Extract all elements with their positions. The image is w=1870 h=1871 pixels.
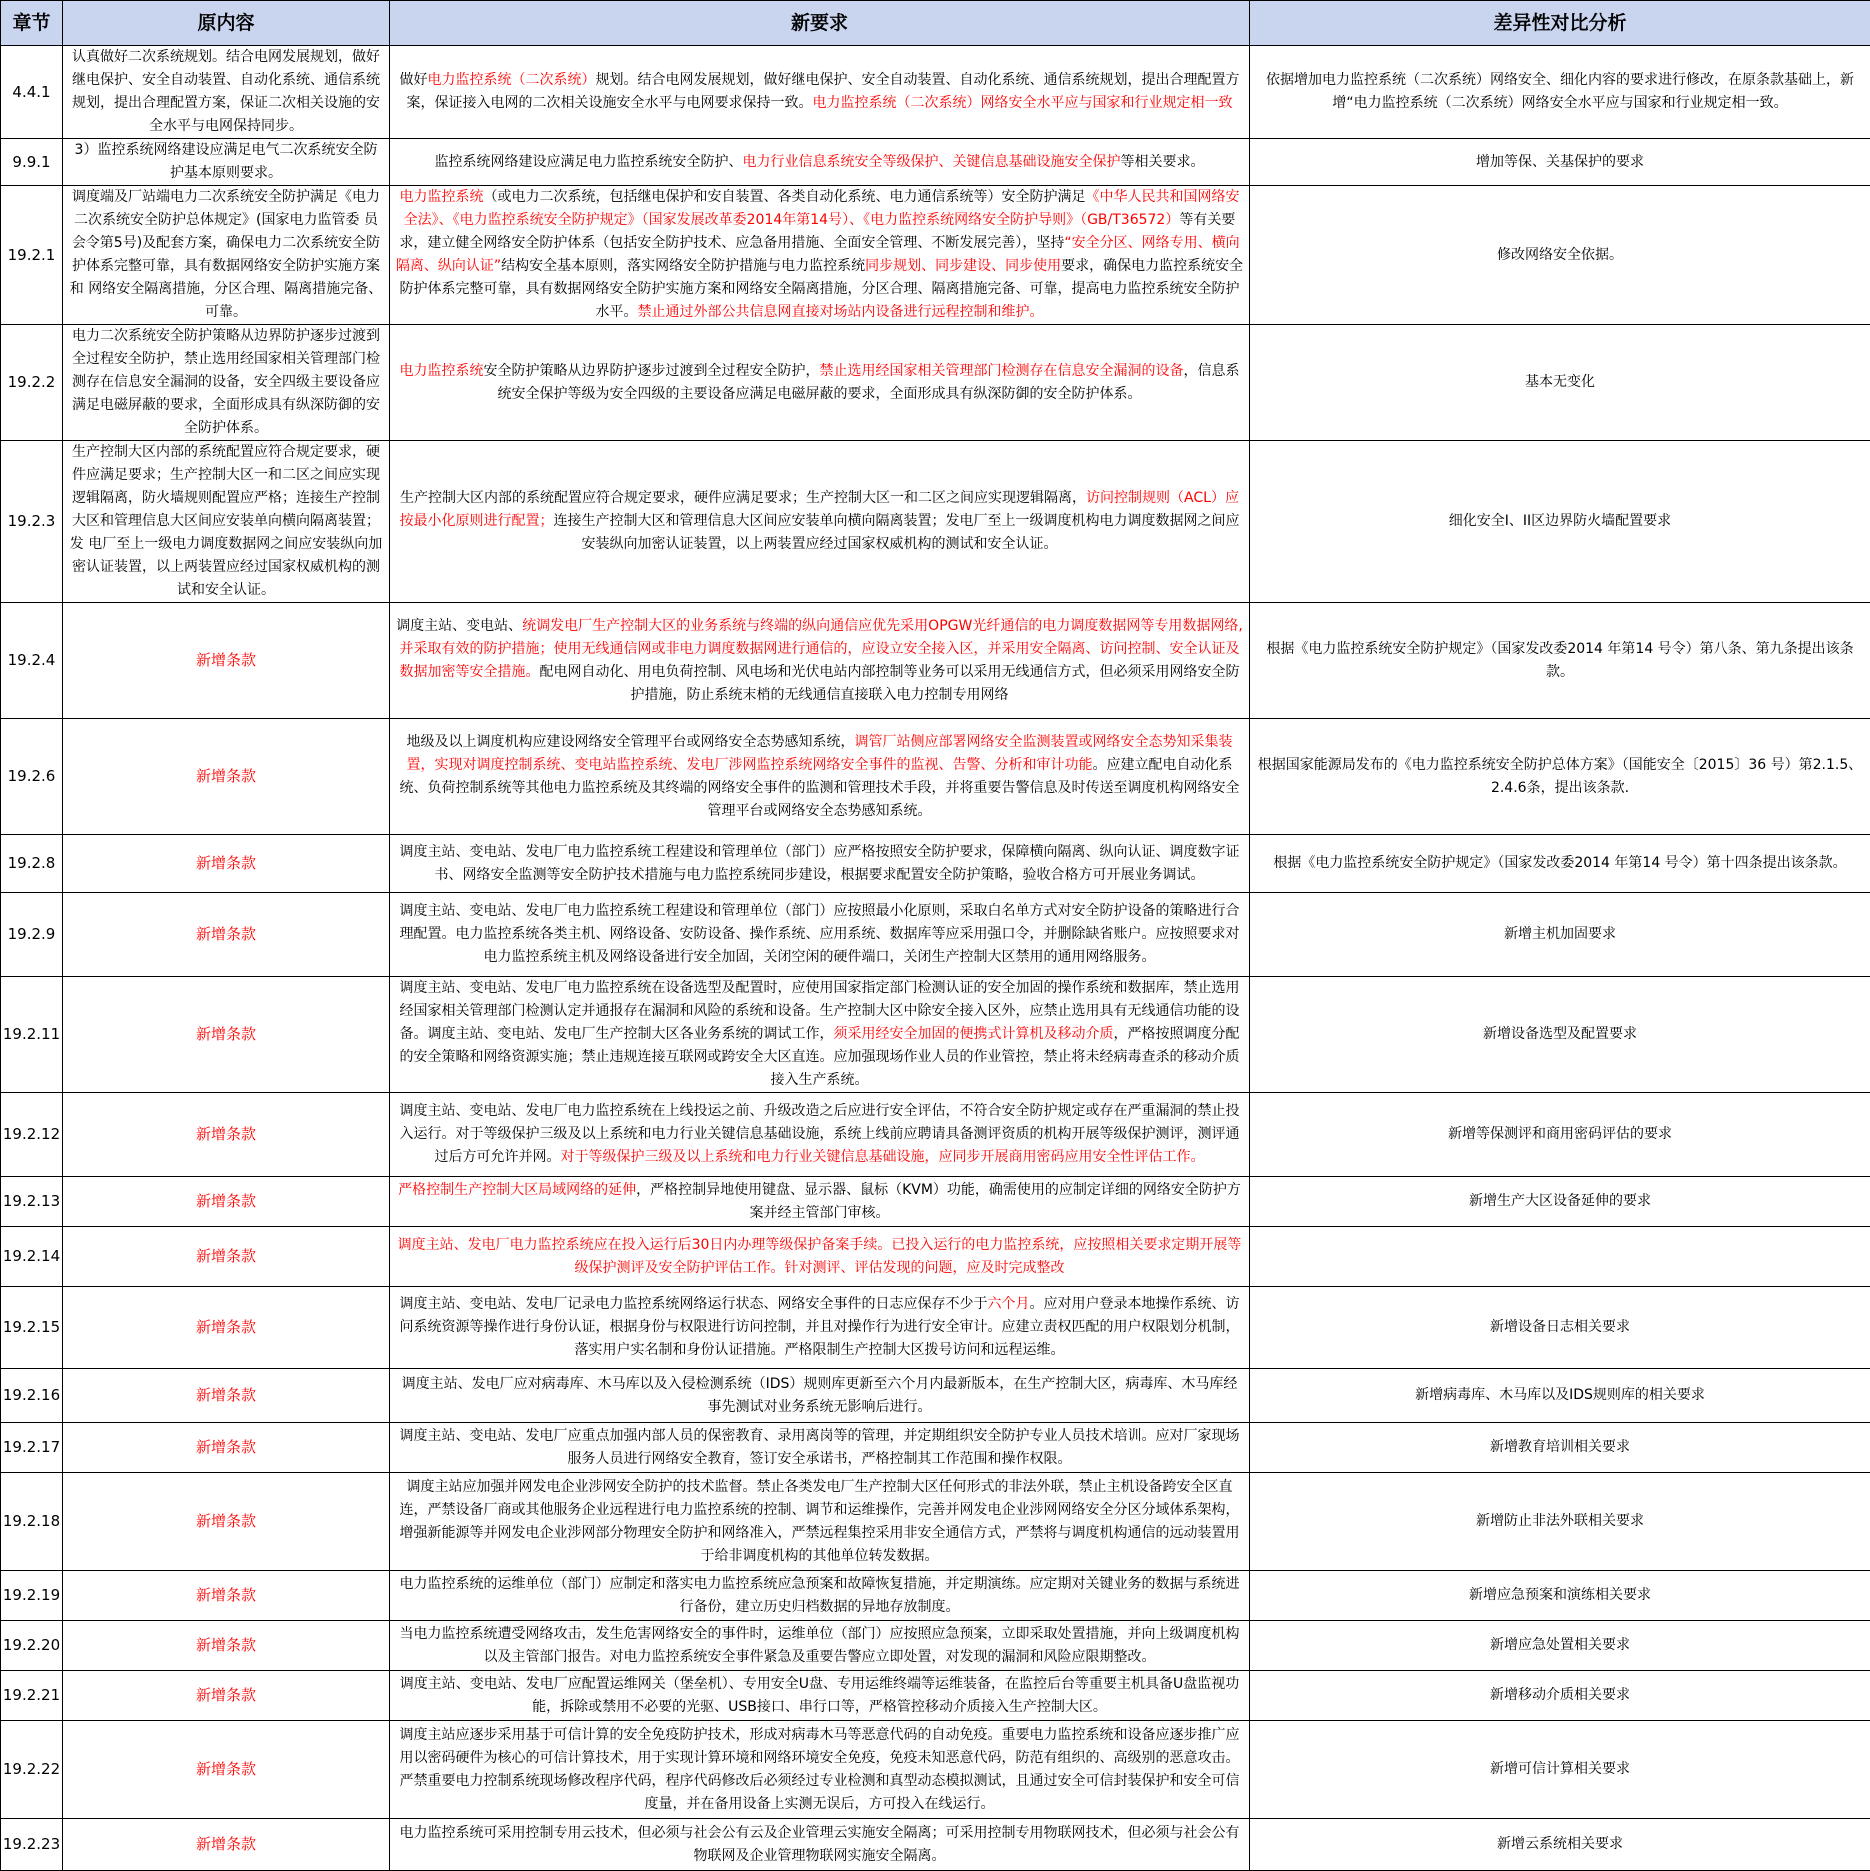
original-content-cell: 新增条款 bbox=[63, 1287, 390, 1369]
new-requirement-cell bbox=[390, 1423, 1250, 1473]
original-content-cell: 新增条款 bbox=[63, 1093, 390, 1177]
new-requirement-cell bbox=[390, 603, 1250, 719]
chapter-cell: 19.2.4 bbox=[1, 603, 63, 719]
requirement-text: ，严格按照调度分配的安全策略和网络资源实施；禁止违规连接互联网或跨安全大区直连。应加强现场作业人员的作业管控，禁止将未经病毒查杀的移动介质接入生产系统。 bbox=[400, 1026, 1240, 1088]
analysis-cell: 依据增加电力监控系统（二次系统）网络安全、细化内容的要求进行修改，在原条款基础上，新增“电力监控系统（二次系统）网络安全水平应与国家和行业规定相一致。 bbox=[1250, 46, 1870, 139]
analysis-cell: 新增应急预案和演练相关要求 bbox=[1250, 1571, 1870, 1621]
new-requirement-cell bbox=[390, 1227, 1250, 1287]
analysis-cell: 修改网络安全依据。 bbox=[1250, 186, 1870, 325]
new-requirement-cell bbox=[390, 1671, 1250, 1721]
original-content-cell: 调度端及厂站端电力二次系统安全防护满足《电力二次系统安全防护总体规定》(国家电力监管委 员会令第5号)及配套方案，确保电力二次系统安全防护体系完整可靠，具有数据网络安全防护实施方案和 网络安全隔离措施，分区合理、隔离措施完备、可靠。 bbox=[63, 186, 390, 325]
original-content-cell: 新增条款 bbox=[63, 1721, 390, 1819]
requirement-text: （或电力二次系统，包括继电保护和安自装置、各类自动化系统、电力通信系统等）安全防护满足 bbox=[484, 189, 1086, 205]
original-content-cell: 3）监控系统网络建设应满足电气二次系统安全防护基本原则要求。 bbox=[63, 139, 390, 186]
chapter-cell: 19.2.18 bbox=[1, 1473, 63, 1571]
chapter-cell: 19.2.6 bbox=[1, 719, 63, 835]
new-requirement-cell bbox=[390, 1621, 1250, 1671]
requirement-text: 调度主站、变电站、发电厂应重点加强内部人员的保密教育、录用离岗等的管理，并定期组织安全防护专业人员技术培训。应对厂家现场服务人员进行网络安全教育，签订安全承诺书，严格控制其工作范围和操作权限。 bbox=[400, 1428, 1240, 1467]
new-requirement-cell bbox=[390, 1819, 1250, 1871]
analysis-cell: 增加等保、关基保护的要求 bbox=[1250, 139, 1870, 186]
highlighted-text: 同步规划、同步建设、同步使用 bbox=[865, 258, 1061, 274]
highlighted-text: 调管厂站侧应部署网络安全监测装置或网络安全态势知采集装置，实现对调度控制系统、变电站监控系统、发电厂涉网监控系统网络安全事件的监视、告警、分析和审计功能 bbox=[407, 734, 1233, 773]
highlighted-text: 调度主站、发电厂电力监控系统应在投入运行后30日内办理等级保护备案手续。已投入运行的电力监控系统，应按照相关要求定期开展等级保护测评及安全防护评估工作。针对测评、评估发现的问题，应及时完成整改 bbox=[398, 1237, 1242, 1276]
analysis-cell: 新增移动介质相关要求 bbox=[1250, 1671, 1870, 1721]
analysis-cell: 新增教育培训相关要求 bbox=[1250, 1423, 1870, 1473]
requirement-text: 电力监控系统的运维单位（部门）应制定和落实电力监控系统应急预案和故障恢复措施，并定期演练。应定期对关键业务的数据与系统进行备份，建立历史归档数据的异地存放制度。 bbox=[400, 1576, 1240, 1615]
analysis-cell: 细化安全I、II区边界防火墙配置要求 bbox=[1250, 441, 1870, 603]
original-content-cell: 新增条款 bbox=[63, 977, 390, 1093]
highlighted-text: 须采用经安全加固的便携式计算机及移动介质 bbox=[834, 1026, 1114, 1042]
chapter-cell: 19.2.1 bbox=[1, 186, 63, 325]
table-row bbox=[1, 441, 1870, 603]
chapter-cell: 19.2.21 bbox=[1, 1671, 63, 1721]
chapter-cell: 19.2.19 bbox=[1, 1571, 63, 1621]
requirement-text: 。应对用户登录本地操作系统、访问系统资源等操作进行身份认证，根据身份与权限进行访问控制，并且对操作行为进行安全审计。应建立责权匹配的用户权限划分机制，落实用户实名制和身份认证措施。严格限制生产控制大区拨号访问和远程运维。 bbox=[400, 1296, 1240, 1358]
requirement-text: 调度主站、变电站、发电厂电力监控系统在设备选型及配置时，应使用国家指定部门检测认证的安全加固的操作系统和数据库，禁止选用经国家相关管理部门检测认定并通报存在漏洞和风险的系统和设备。生产控制大区中除安全接入区外，应禁止选用具有无线通信功能的设备。调度主站、变电站、发电厂生产控制大区各业务系统的调试工作， bbox=[400, 980, 1240, 1042]
header-new: 新要求 bbox=[390, 1, 1250, 46]
chapter-cell: 19.2.9 bbox=[1, 893, 63, 977]
header-row bbox=[1, 1, 1870, 46]
requirement-text: 电力监控系统可采用控制专用云技术，但必须与社会公有云及企业管理云实施安全隔离；可采用控制专用物联网技术，但必须与社会公有物联网及企业管理物联网实施安全隔离。 bbox=[400, 1825, 1240, 1864]
requirement-text: 调度主站、发电厂应对病毒库、木马库以及入侵检测系统（IDS）规则库更新至六个月内最新版本，在生产控制大区，病毒库、木马库经事先测试对业务系统无影响后进行。 bbox=[402, 1376, 1238, 1415]
analysis-cell: 新增防止非法外联相关要求 bbox=[1250, 1473, 1870, 1571]
table-row bbox=[1, 1671, 1870, 1721]
original-content-cell: 新增条款 bbox=[63, 1473, 390, 1571]
requirement-text: 等相关要求。 bbox=[1121, 154, 1205, 170]
table-row bbox=[1, 186, 1870, 325]
new-requirement-cell bbox=[390, 139, 1250, 186]
table-row bbox=[1, 835, 1870, 893]
analysis-cell: 新增生产大区设备延伸的要求 bbox=[1250, 1177, 1870, 1227]
highlighted-text: 访问控制规则（ACL）应按最小化原则进行配置； bbox=[400, 490, 1239, 529]
analysis-cell: 根据《电力监控系统安全防护规定》（国家发改委2014 年第14 号令）第八条、第九条提出该条款。 bbox=[1250, 603, 1870, 719]
table-row bbox=[1, 1473, 1870, 1571]
table-row bbox=[1, 1369, 1870, 1423]
analysis-cell: 新增等保测评和商用密码评估的要求 bbox=[1250, 1093, 1870, 1177]
analysis-cell: 新增主机加固要求 bbox=[1250, 893, 1870, 977]
highlighted-text: 电力监控系统（二次系统）网络安全水平应与国家和行业规定相一致 bbox=[813, 95, 1233, 111]
requirement-text: 当电力监控系统遭受网络攻击，发生危害网络安全的事件时，运维单位（部门）应按照应急预案，立即采取处置措施，并向上级调度机构以及主管部门报告。对电力监控系统安全事件紧急及重要告警应立即处置，对发现的漏洞和风险应限期整改。 bbox=[400, 1626, 1240, 1665]
new-requirement-cell bbox=[390, 1177, 1250, 1227]
analysis-cell: 根据《电力监控系统安全防护规定》（国家发改委2014 年第14 号令）第十四条提出该条款。 bbox=[1250, 835, 1870, 893]
requirement-text: 连接生产控制大区和管理信息大区间应安装单向横向隔离装置；发电厂至上一级调度机构电力调度数据网之间应安装纵向加密认证装置，以上两装置应经过国家权威机构的测试和安全认证。 bbox=[554, 513, 1240, 552]
new-requirement-cell bbox=[390, 977, 1250, 1093]
new-requirement-cell bbox=[390, 893, 1250, 977]
new-requirement-cell bbox=[390, 1721, 1250, 1819]
requirement-text: 调度主站、变电站、 bbox=[396, 618, 522, 634]
highlighted-text: 《中华人民共和国网络安全法》、《电力监控系统安全防护规定》（国家发展改革委2014年第14号）、《电力监控系统网络安全防护导则》（GB/T36572） bbox=[404, 189, 1240, 228]
table-row bbox=[1, 325, 1870, 441]
highlighted-text: 禁止通过外部公共信息网直接对场站内设备进行远程控制和维护。 bbox=[638, 304, 1044, 320]
requirement-text: 调度主站、变电站、发电厂电力监控系统工程建设和管理单位（部门）应按照最小化原则，采取白名单方式对安全防护设备的策略进行合理配置。电力监控系统各类主机、网络设备、安防设备、操作系统、应用系统、数据库等应采用强口令，并删除缺省账户。应按照要求对电力监控系统主机及网络设备进行安全加固，关闭空闲的硬件端口，关闭生产控制大区禁用的通用网络服务。 bbox=[400, 903, 1240, 965]
table-row bbox=[1, 1177, 1870, 1227]
new-requirement-cell bbox=[390, 1093, 1250, 1177]
requirement-text: 调度主站、变电站、发电厂电力监控系统工程建设和管理单位（部门）应严格按照安全防护要求，保障横向隔离、纵向认证、调度数字证书、网络安全监测等安全防护技术措施与电力监控系统同步建设，根据要求配置安全防护策略，验收合格方可开展业务调试。 bbox=[400, 844, 1240, 883]
header-original: 原内容 bbox=[63, 1, 390, 46]
original-content-cell: 电力二次系统安全防护策略从边界防护逐步过渡到全过程安全防护，禁止选用经国家相关管理部门检测存在信息安全漏洞的设备，安全四级主要设备应满足电磁屏蔽的要求，全面形成具有纵深防御的安全防护体系。 bbox=[63, 325, 390, 441]
table-row bbox=[1, 977, 1870, 1093]
requirement-text: ，严格控制异地使用键盘、显示器、鼠标（KVM）功能，确需使用的应制定详细的网络安全防护方案并经主管部门审核。 bbox=[636, 1182, 1241, 1221]
chapter-cell: 19.2.20 bbox=[1, 1621, 63, 1671]
highlighted-text: 电力行业信息系统安全等级保护、关键信息基础设施安全保护 bbox=[743, 154, 1121, 170]
requirement-text: 安全防护策略从边界防护逐步过渡到全过程安全防护， bbox=[484, 363, 820, 379]
table-body bbox=[1, 46, 1870, 1871]
analysis-cell: 新增设备日志相关要求 bbox=[1250, 1287, 1870, 1369]
original-content-cell: 新增条款 bbox=[63, 1369, 390, 1423]
chapter-cell: 19.2.11 bbox=[1, 977, 63, 1093]
requirement-text: 生产控制大区内部的系统配置应符合规定要求，硬件应满足要求；生产控制大区一和二区之间应实现逻辑隔离， bbox=[400, 490, 1086, 506]
analysis-cell: 新增设备选型及配置要求 bbox=[1250, 977, 1870, 1093]
chapter-cell: 19.2.17 bbox=[1, 1423, 63, 1473]
original-content-cell: 新增条款 bbox=[63, 1571, 390, 1621]
table-row bbox=[1, 1423, 1870, 1473]
analysis-cell: 基本无变化 bbox=[1250, 325, 1870, 441]
analysis-cell: 新增病毒库、木马库以及IDS规则库的相关要求 bbox=[1250, 1369, 1870, 1423]
requirement-text: 调度主站、变电站、发电厂电力监控系统在上线投运之前、升级改造之后应进行安全评估，不符合安全防护规定或存在严重漏洞的禁止投入运行。对于等级保护三级及以上系统和电力行业关键信息基础设施，系统上线前应聘请具备测评资质的机构开展等级保护测评，测评通过后方可允许并网。 bbox=[400, 1103, 1240, 1165]
chapter-cell: 19.2.15 bbox=[1, 1287, 63, 1369]
table-row bbox=[1, 603, 1870, 719]
highlighted-text: 统调发电厂生产控制大区的业务系统与终端的纵向通信应优先采用OPGW光纤通信的电力调度数据网等专用数据网络,并采取有效的防护措施；使用无线通信网或非电力调度数据网进行通信的，应设立安全接入区，并采用安全隔离、访问控制、安全认证及数据加密等安全措施。 bbox=[400, 618, 1243, 680]
chapter-cell: 19.2.16 bbox=[1, 1369, 63, 1423]
requirement-text: 地级及以上调度机构应建设网络安全管理平台或网络安全态势感知系统， bbox=[407, 734, 855, 750]
analysis-cell bbox=[1250, 1227, 1870, 1287]
highlighted-text: 严格控制生产控制大区局域网络的延伸 bbox=[398, 1182, 636, 1198]
highlighted-text: “安全分区、网络专用、横向隔离、纵向认证” bbox=[396, 235, 1240, 274]
new-requirement-cell bbox=[390, 441, 1250, 603]
chapter-cell: 9.9.1 bbox=[1, 139, 63, 186]
requirement-text: 等有关要求，建立健全网络安全防护体系（包括安全防护技术、应急备用措施、全面安全管理、不断发展完善），坚持 bbox=[399, 212, 1235, 251]
requirement-text: 结构安全基本原则，落实网络安全防护措施与电力监控系统 bbox=[501, 258, 865, 274]
requirement-text: ，信息系统安全保护等级为安全四级的主要设备应满足电磁屏蔽的要求，全面形成具有纵深防御的安全防护体系。 bbox=[498, 363, 1240, 402]
highlighted-text: 电力监控系统 bbox=[400, 363, 484, 379]
original-content-cell: 新增条款 bbox=[63, 1621, 390, 1671]
table-row bbox=[1, 1227, 1870, 1287]
requirement-text: 做好 bbox=[400, 72, 428, 88]
original-content-cell: 新增条款 bbox=[63, 603, 390, 719]
original-content-cell: 新增条款 bbox=[63, 893, 390, 977]
table-row bbox=[1, 139, 1870, 186]
table-row bbox=[1, 719, 1870, 835]
highlighted-text: 禁止选用经国家相关管理部门检测存在信息安全漏洞的设备 bbox=[820, 363, 1184, 379]
requirement-text: 。应建立配电自动化系统、负荷控制系统等其他电力监控系统及其终端的网络安全事件的监测和管理技术手段，并将重要告警信息及时传送至调度机构网络安全管理平台或网络安全态势感知系统。 bbox=[400, 757, 1240, 819]
table-row bbox=[1, 1621, 1870, 1671]
table-row bbox=[1, 1093, 1870, 1177]
original-content-cell: 认真做好二次系统规划。结合电网发展规划，做好继电保护、安全自动装置、自动化系统、通信系统规划，提出合理配置方案，保证二次相关设施的安全水平与电网保持同步。 bbox=[63, 46, 390, 139]
requirement-text: 配电网自动化、用电负荷控制、风电场和光伏电站内部控制等业务可以采用无线通信方式，但必须采用网络安全防护措施，防止系统末梢的无线通信直接联入电力控制专用网络 bbox=[540, 664, 1240, 703]
highlighted-text: 电力监控系统（二次系统） bbox=[428, 72, 596, 88]
analysis-cell: 根据国家能源局发布的《电力监控系统安全防护总体方案》（国能安全〔2015〕36 号）第2.1.5、2.4.6条，提出该条款. bbox=[1250, 719, 1870, 835]
highlighted-text: 六个月 bbox=[988, 1296, 1030, 1312]
highlighted-text: 电力监控系统 bbox=[400, 189, 484, 205]
table-row bbox=[1, 1819, 1870, 1871]
analysis-cell: 新增应急处置相关要求 bbox=[1250, 1621, 1870, 1671]
original-content-cell: 新增条款 bbox=[63, 1671, 390, 1721]
chapter-cell: 19.2.22 bbox=[1, 1721, 63, 1819]
new-requirement-cell bbox=[390, 1473, 1250, 1571]
chapter-cell: 4.4.1 bbox=[1, 46, 63, 139]
table-row bbox=[1, 1287, 1870, 1369]
requirement-text: 调度主站、变电站、发电厂应配置运维网关（堡垒机）、专用安全U盘、专用运维终端等运维装备，在监控后台等重要主机具备U盘监视功能，拆除或禁用不必要的光驱、USB接口、串行口等，严格管控移动介质接入生产控制大区。 bbox=[400, 1676, 1240, 1715]
requirement-text: 调度主站应加强并网发电企业涉网安全防护的技术监督。禁止各类发电厂生产控制大区任何形式的非法外联，禁止主机设备跨安全区直连，严禁设备厂商或其他服务企业远程进行电力监控系统的控制、调节和运维操作，完善并网发电企业涉网网络安全分区分域体系架构，增强新能源等并网发电企业涉网部分物理安全防护和网络准入，严禁远程集控采用非安全通信方式，严禁将与调度机构通信的远动装置用于给非调度机构的其他单位转发数据。 bbox=[400, 1479, 1240, 1564]
chapter-cell: 19.2.8 bbox=[1, 835, 63, 893]
table-row bbox=[1, 1571, 1870, 1621]
original-content-cell: 新增条款 bbox=[63, 719, 390, 835]
new-requirement-cell bbox=[390, 1287, 1250, 1369]
requirement-text: 规划。结合电网发展规划，做好继电保护、安全自动装置、自动化系统、通信系统规划，提出合理配置方案，保证接入电网的二次相关设施安全水平与电网要求保持一致。 bbox=[407, 72, 1240, 111]
table-row bbox=[1, 46, 1870, 139]
chapter-cell: 19.2.3 bbox=[1, 441, 63, 603]
chapter-cell: 19.2.2 bbox=[1, 325, 63, 441]
chapter-cell: 19.2.23 bbox=[1, 1819, 63, 1871]
new-requirement-cell bbox=[390, 1369, 1250, 1423]
chapter-cell: 19.2.13 bbox=[1, 1177, 63, 1227]
new-requirement-cell bbox=[390, 186, 1250, 325]
original-content-cell: 新增条款 bbox=[63, 1819, 390, 1871]
original-content-cell: 生产控制大区内部的系统配置应符合规定要求，硬件应满足要求；生产控制大区一和二区之间应实现逻辑隔离，防火墙规则配置应严格；连接生产控制大区和管理信息大区间应安装单向横向隔离装置；发 电厂至上一级电力调度数据网之间应安装纵向加密认证装置，以上两装置应经过国家权威机构的测试和安全认证。 bbox=[63, 441, 390, 603]
header-analysis: 差异性对比分析 bbox=[1250, 1, 1870, 46]
header-chapter: 章节 bbox=[1, 1, 63, 46]
original-content-cell: 新增条款 bbox=[63, 1177, 390, 1227]
new-requirement-cell bbox=[390, 46, 1250, 139]
requirement-text: 要求，确保电力监控系统安全防护体系完整可靠，具有数据网络安全防护实施方案和网络安全隔离措施，分区合理、隔离措施完备、可靠，提高电力监控系统安全防护水平。 bbox=[400, 258, 1244, 320]
original-content-cell: 新增条款 bbox=[63, 835, 390, 893]
original-content-cell: 新增条款 bbox=[63, 1227, 390, 1287]
table-row bbox=[1, 1721, 1870, 1819]
analysis-cell: 新增云系统相关要求 bbox=[1250, 1819, 1870, 1871]
highlighted-text: 对于等级保护三级及以上系统和电力行业关键信息基础设施，应同步开展商用密码应用安全性评估工作。 bbox=[561, 1149, 1205, 1165]
table-row bbox=[1, 893, 1870, 977]
chapter-cell: 19.2.14 bbox=[1, 1227, 63, 1287]
chapter-cell: 19.2.12 bbox=[1, 1093, 63, 1177]
new-requirement-cell bbox=[390, 1571, 1250, 1621]
new-requirement-cell bbox=[390, 719, 1250, 835]
requirement-text: 监控系统网络建设应满足电力监控系统安全防护、 bbox=[435, 154, 743, 170]
original-content-cell: 新增条款 bbox=[63, 1423, 390, 1473]
analysis-cell: 新增可信计算相关要求 bbox=[1250, 1721, 1870, 1819]
new-requirement-cell bbox=[390, 325, 1250, 441]
new-requirement-cell bbox=[390, 835, 1250, 893]
requirement-text: 调度主站、变电站、发电厂记录电力监控系统网络运行状态、网络安全事件的日志应保存不少于 bbox=[400, 1296, 988, 1312]
requirement-text: 调度主站应逐步采用基于可信计算的安全免疫防护技术，形成对病毒木马等恶意代码的自动免疫。重要电力监控系统和设备应逐步推广应用以密码硬件为核心的可信计算技术，用于实现计算环境和网络环境安全免疫，免疫未知恶意代码，防范有组织的、高级别的恶意攻击。严禁重要电力控制系统现场修改程序代码，程序代码修改后必须经过专业检测和真型动态模拟测试，且通过安全可信封装保护和安全可信度量，并在备用设备上实测无误后，方可投入在线运行。 bbox=[400, 1727, 1240, 1812]
